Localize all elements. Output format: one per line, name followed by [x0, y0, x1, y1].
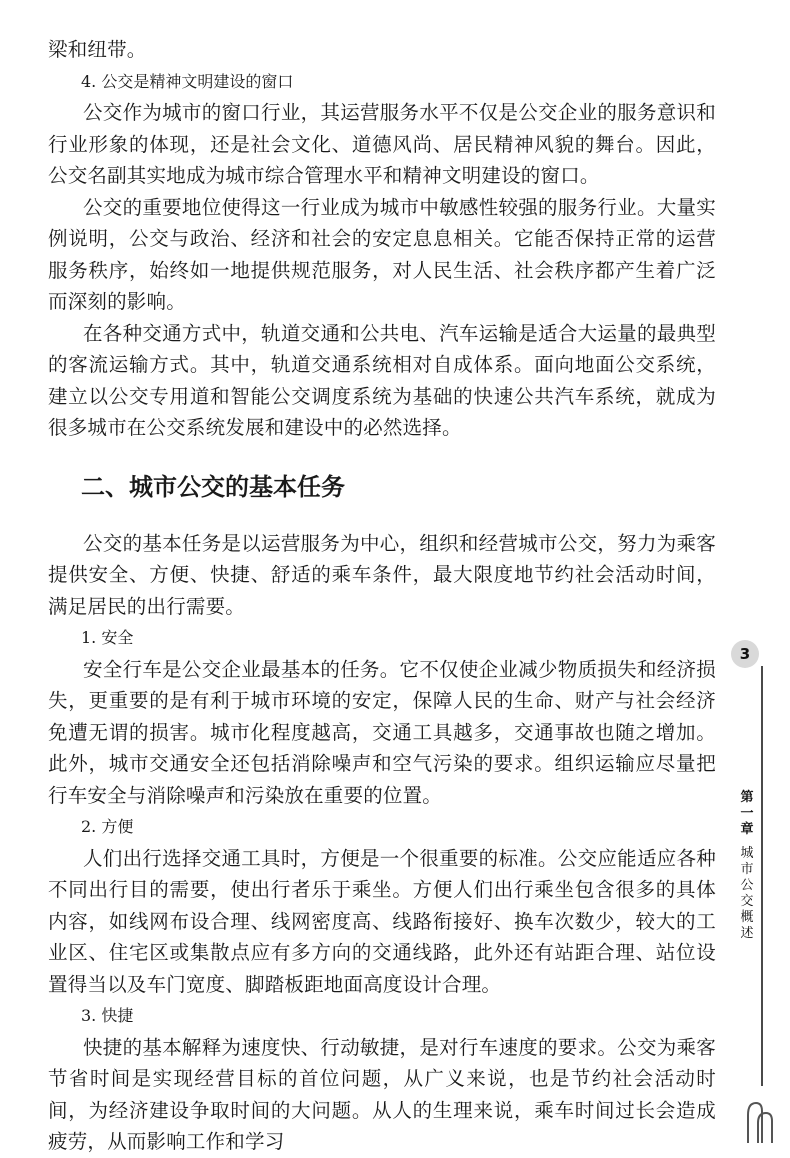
paragraph: 安全行车是公交企业最基本的任务。它不仅使企业减少物质损失和经济损失，更重要的是有利于城市环境的安定，保障人民的生命、财产与社会经济免遭无谓的损害。城市化程度越高，交通工具越多，交通事故也随之增加。此外，城市交通安全还包括消除噪声和空气污染的要求。组织运输应尽量把行车安全与消除噪声和污染放在重要的位置。: [48, 657, 716, 807]
paragraph: 人们出行选择交通工具时，方便是一个很重要的标准。公交应能适应各种不同出行目的需要，使出行者乐于乘坐。方便人们出行乘坐包含很多的具体内容，如线网布设合理、线网密度高、线路衔接好、换车次数少，较大的工业区、住宅区或集散点应有多方向的交通线路，此外还有站距合理、站位设置得当以及车门宽度、脚踏板距地面高度设计合理。: [48, 846, 716, 996]
subheading-2: 2. 方便: [81, 817, 134, 836]
paragraph: 公交作为城市的窗口行业，其运营服务水平不仅是公交企业的服务意识和行业形象的体现，还是社会文化、道德风尚、居民精神风貌的舞台。因此，公交名副其实地成为城市综合管理水平和精神文明建设的窗口。: [48, 101, 716, 187]
chapter-label: 第 一 章: [740, 790, 754, 837]
page-curl-ornament: [744, 1085, 774, 1143]
paragraph: 公交的重要地位使得这一行业成为城市中敏感性较强的服务行业。大量实例说明，公交与政治、经济和社会的安定息息相关。它能否保持正常的运营服务秩序，始终如一地提供规范服务，对人民生活、社会秩序都产生着广泛而深刻的影响。: [48, 195, 716, 313]
page-number-badge: 3: [731, 640, 759, 668]
chapter-name: 城 市 公 交 概 述: [740, 846, 754, 941]
paragraph-continuation: 梁和纽带。: [48, 38, 147, 61]
chapter-tab: [737, 790, 757, 942]
section-title: 二、城市公交的基本任务: [81, 472, 345, 501]
main-text-column: [48, 34, 716, 1158]
paragraph: 快捷的基本解释为速度快、行动敏捷，是对行车速度的要求。公交为乘客节省时间是实现经营目标的首位问题，从广义来说，也是节约社会活动时间，为经济建设争取时间的大问题。从人的生理来说，乘车时间过长会造成疲劳，从而影响工作和学习: [48, 1035, 716, 1153]
subheading-3: 3. 快捷: [81, 1006, 134, 1025]
margin-rule: [761, 666, 763, 1086]
paragraph: 公交的基本任务是以运营服务为中心，组织和经营城市公交，努力为乘客提供安全、方便、快捷、舒适的乘车条件，最大限度地节约社会活动时间，满足居民的出行需要。: [48, 531, 716, 618]
subheading-1: 1. 安全: [81, 628, 134, 647]
subheading-4: 4. 公交是精神文明建设的窗口: [81, 71, 294, 91]
paragraph: 在各种交通方式中，轨道交通和公共电、汽车运输是适合大运量的最典型的客流运输方式。其中，轨道交通系统相对自成体系。面向地面公交系统，建立以公交专用道和智能公交调度系统为基础的快速公共汽车系统，就成为很多城市在公交系统发展和建设中的必然选择。: [48, 321, 716, 439]
